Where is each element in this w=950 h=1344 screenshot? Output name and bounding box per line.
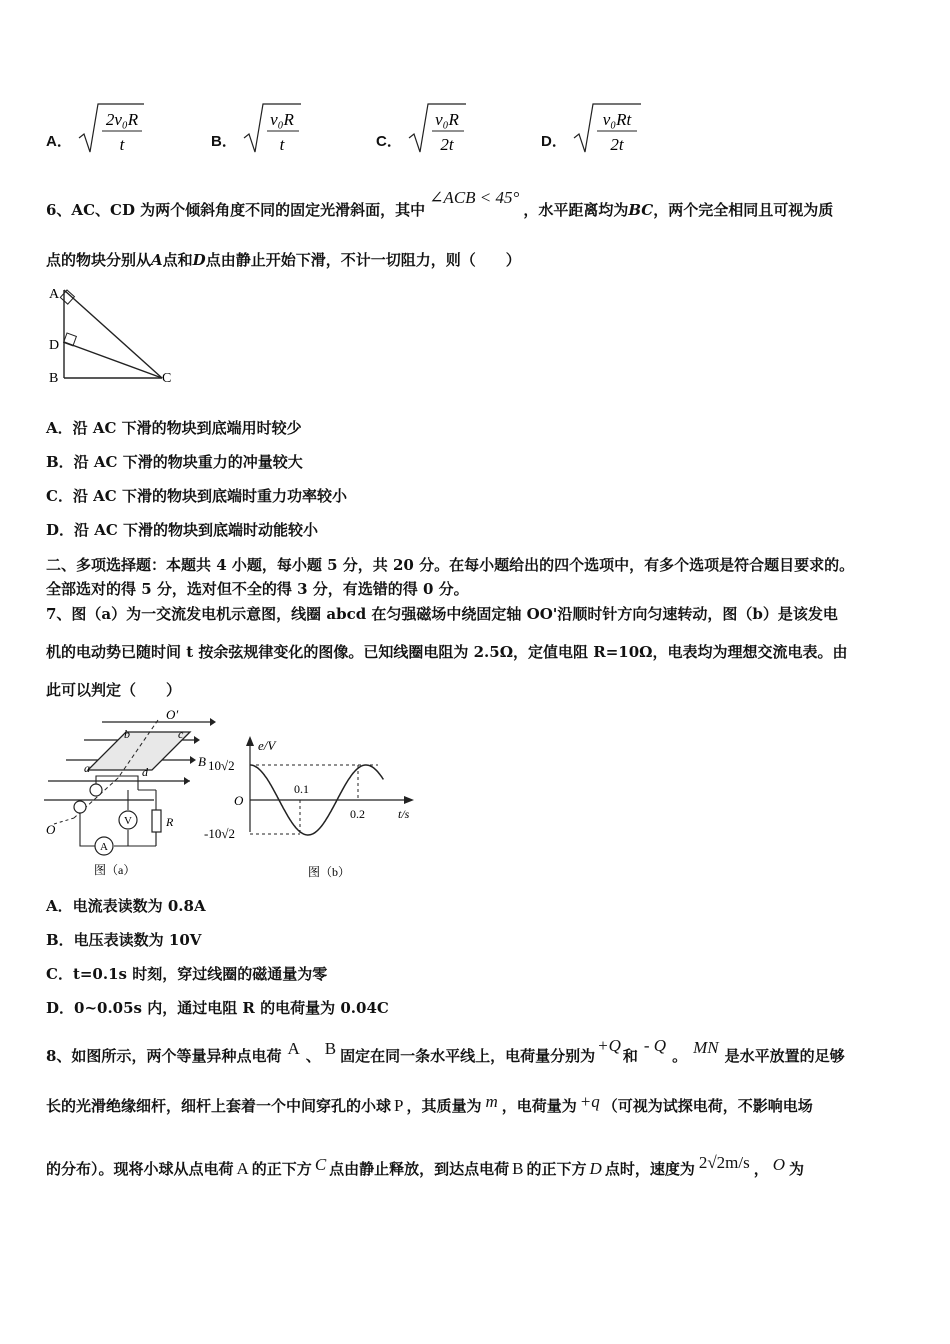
q7-emf-graph — [200, 732, 422, 882]
sqrt-fraction — [241, 100, 311, 160]
voltmeter-label: V — [124, 815, 132, 827]
denominator: 2t — [440, 135, 454, 154]
option-label: A． — [46, 133, 72, 150]
numerator: v₀Rt — [602, 110, 632, 129]
q7-option-b[interactable]: B．电压表读数为 10V — [46, 931, 202, 949]
numerator: 2v₀R — [105, 110, 139, 129]
q7-line-2: 机的电动势已随时间 t 按余弦规律变化的图像。已知线圈电阻为 2.5Ω，定值电阻 R=10Ω，电表均为理想交流电表。由 — [46, 643, 848, 661]
label-o-axis: O — [46, 822, 56, 837]
option-label: C． — [376, 133, 402, 150]
q6-option-c[interactable]: C．沿 AC 下滑的物块到底端时重力功率较小 — [46, 487, 347, 505]
label-b: B — [49, 371, 59, 386]
q6-line-2: 点的物块分别从A点和D点由静止开始下滑，不计一切阻力，则（ ） — [46, 251, 521, 269]
label-d-corner: d — [142, 765, 148, 779]
y-max-label: 10√2 — [208, 758, 235, 773]
sqrt-fraction — [406, 100, 476, 160]
q5-options — [46, 100, 746, 160]
ammeter-label: A — [100, 841, 108, 853]
q7-option-c[interactable]: C．t=0.1s 时刻，穿过线圈的磁通量为零 — [46, 965, 328, 983]
label-a: A — [49, 287, 60, 302]
angle-expression: ∠ACB < 45° — [429, 188, 520, 207]
resistor-label: R — [166, 815, 174, 829]
q6-option-d[interactable]: D．沿 AC 下滑的物块到底端时动能较小 — [46, 521, 319, 539]
label-a-corner: a — [84, 761, 90, 775]
numerator: v₀R — [270, 110, 294, 129]
numerator: v₀R — [435, 110, 459, 129]
tick-0-1: 0.1 — [294, 782, 309, 796]
sqrt-fraction — [76, 100, 146, 160]
x-axis-label: t/s — [398, 807, 410, 821]
label-c-corner: c — [178, 727, 184, 741]
option-label: D． — [541, 133, 567, 150]
q6-incline-figure — [44, 282, 184, 392]
q7-line-3: 此可以判定（ ） — [46, 681, 182, 699]
q8-line-1: 8、如图所示，两个等量异种点电荷 A 、 B 固定在同一条水平线上，电荷量分别为+Q和- Q。 MN 是水平放置的足够 — [46, 1036, 845, 1065]
label-c: C — [162, 371, 172, 386]
q7-option-a[interactable]: A．电流表读数为 0.8A — [46, 897, 206, 915]
label-d: D — [49, 338, 60, 353]
label-b-field: B — [198, 754, 206, 769]
section2-line-1: 二、多项选择题：本题共 4 小题，每小题 5 分，共 20 分。在每小题给出的四个选项中，有多个选项是符合题目要求的。 — [46, 556, 855, 574]
option-label: B． — [211, 133, 237, 150]
origin-label: O — [234, 793, 244, 808]
q6-option-a[interactable]: A．沿 AC 下滑的物块到底端用时较少 — [46, 419, 302, 437]
label-b-corner: b — [124, 727, 130, 741]
figure-b-caption: 图（b） — [308, 865, 351, 879]
q8-line-2: 长的光滑绝缘细杆，细杆上套着一个中间穿孔的小球 P ，其质量为 m ，电荷量为 +q （可视为试探电荷，不影响电场 — [46, 1092, 813, 1115]
q7-line-1: 7、图（a）为一交流发电机示意图，线圈 abcd 在匀强磁场中绕固定轴 OO'沿顺时针方向匀速转动，图（b）是该发电 — [46, 605, 838, 623]
figure-a-caption: 图（a） — [94, 863, 136, 877]
section2-line-2: 全部选对的得 5 分，选对但不全的得 3 分，有选错的得 0 分。 — [46, 580, 469, 598]
label-o-prime: O′ — [166, 707, 179, 722]
q6-line-1: 6、AC、CD 为两个倾斜角度不同的固定光滑斜面，其中∠ACB < 45°，水平距离均为BC，两个完全相同且可视为质 — [46, 188, 834, 219]
denominator: t — [279, 135, 285, 154]
denominator: 2t — [610, 135, 624, 154]
q8-line-3: 的分布）。现将小球从点电荷 A 的正下方 C 点由静止释放，到达点电荷 B 的正下方 D 点时，速度为 2√2m/s ， O 为 — [46, 1153, 805, 1178]
sqrt-fraction — [571, 100, 651, 160]
tick-0-2: 0.2 — [350, 807, 365, 821]
y-axis-label: e/V — [258, 738, 276, 753]
q7-option-d[interactable]: D．0~0.05s 内，通过电阻 R 的电荷量为 0.04C — [46, 999, 389, 1017]
y-min-label: -10√2 — [204, 826, 235, 841]
q7-generator-figure — [44, 706, 216, 882]
q6-option-b[interactable]: B．沿 AC 下滑的物块重力的冲量较大 — [46, 453, 303, 471]
denominator: t — [119, 135, 125, 154]
